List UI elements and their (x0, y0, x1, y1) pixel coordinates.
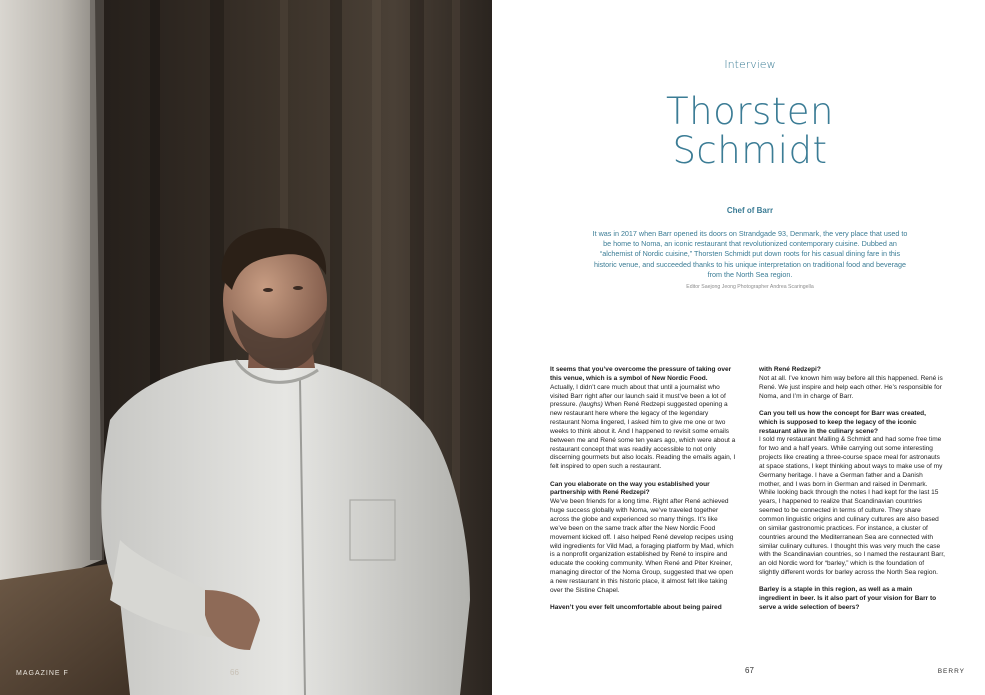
answer-2: We’ve been friends for a long time. Right after René achieved huge success globally with Noma, we’ve traveled together across the globe and experienced so many things. It’s like we’ve been on the same track after the New Nordic Food movement kicked off. I also helped René develop recipes using wild ingredients for Vild Mad, a foraging platform by Mad, which is a nonprofit organization established by René to inspire and educate the cooking community. When René and Piter Kreiner, managing director of the Noma Group, suggested that we open a new restaurant in this historic place, it almost felt like taking over the Sistine Chapel. (550, 498, 734, 594)
magazine-folio-right: BERRY (937, 668, 965, 675)
answer-4: I sold my restaurant Malling & Schmidt and had some free time for two and a half years. While carrying out some interesting projects like creating a three-course space meal for astronauts at space stations, I kept thinking about ways to make use of my Germany heritage. I have a German father and a Danish mother, and I was born in German and raised in Denmark. While looking back through the notes I had kept for the last 15 years, I happened to realize that Scandinavian countries seemed to be connected in terms of culture. They share common linguistic origins and culinary cultures are also based on similar gastronomic practices. For instance, a cluster of countries around the Mediterranean Sea are connected with similar culinary cultures. I thought this was very much the case with the Scandinavian countries, so I named the restaurant Barr, an old Nordic word for “barley,” which is the foundation of slightly different words for barley across the North Sea region. (759, 436, 945, 577)
body-column-1 (550, 366, 736, 613)
portrait-photo-icon (0, 0, 492, 695)
article-subtitle: Chef of Barr (726, 206, 774, 215)
article-title (492, 92, 985, 170)
article-credits: Editor Saejong Jeong Photographer Andrea Scaringella (686, 284, 814, 290)
body-column-2 (759, 366, 945, 613)
question-3-continued: with René Redzepi? (759, 366, 821, 373)
question-3: Haven’t you ever felt uncomfortable about being paired (550, 604, 722, 612)
answer-1-laughs: (laughs) (579, 401, 603, 409)
question-2: Can you elaborate on the way you established your partnership with René Redzepi? (550, 480, 710, 497)
chef-portrait-photo (0, 0, 492, 695)
title-line-1: Thorsten (666, 90, 834, 133)
magazine-folio: MAGAZINE F (16, 670, 69, 677)
page-number-left: 66 (230, 668, 239, 677)
answer-3: Not at all. I’ve known him way before all this happened. René is René. We just inspire and help each other. He’s responsible for Noma, and I’m in charge of Barr. (759, 374, 943, 400)
article-intro: It was in 2017 when Barr opened its doors on Strandgade 93, Denmark, the very place that used to be home to Noma, an iconic restaurant that revolutionized contemporary cuisine. Dubbed an “alchemist of Nordic cuisine,” Thorsten Schmidt put down roots for his casual dining fare in this historic venue, and succeeded thanks to his unique interpretation on traditional food and beverage from the North Sea region. (592, 229, 908, 279)
question-1: It seems that you’ve overcome the pressure of taking over this venue, which is a symbol of New Nordic Food. (550, 366, 732, 382)
answer-1-part-2: When René Redzepi suggested opening a new restaurant here where the legacy of the legendary restaurant Noma lingered, I asked him to give me one or two weeks to think about it. And I happened to revisit some emails between me and René some ten years ago, which were about a restaurant concept that was readily accessible to not only discerning gourmets but also locals. Reading the emails again, I felt inspired to open such a restaurant. (550, 401, 736, 471)
question-5: Barley is a staple in this region, as well as a main ingredient in beer. Is it also part of your vision for Barr to serve a wide selection of beers? (759, 586, 937, 612)
section-kicker: Interview (724, 58, 776, 71)
question-4: Can you tell us how the concept for Barr was created, which is supposed to keep the legacy of the iconic restaurant alive in the culinary scene? (759, 409, 926, 435)
page-number-right: 67 (745, 666, 754, 675)
interview-page (492, 0, 985, 695)
answer-1-part-1: Actually, I didn’t care much about that until a journalist who visited Barr right after our launch said it must’ve been a lot of pressure. (550, 383, 726, 409)
title-line-2: Schmidt (672, 129, 828, 172)
answer-1 (550, 384, 736, 472)
